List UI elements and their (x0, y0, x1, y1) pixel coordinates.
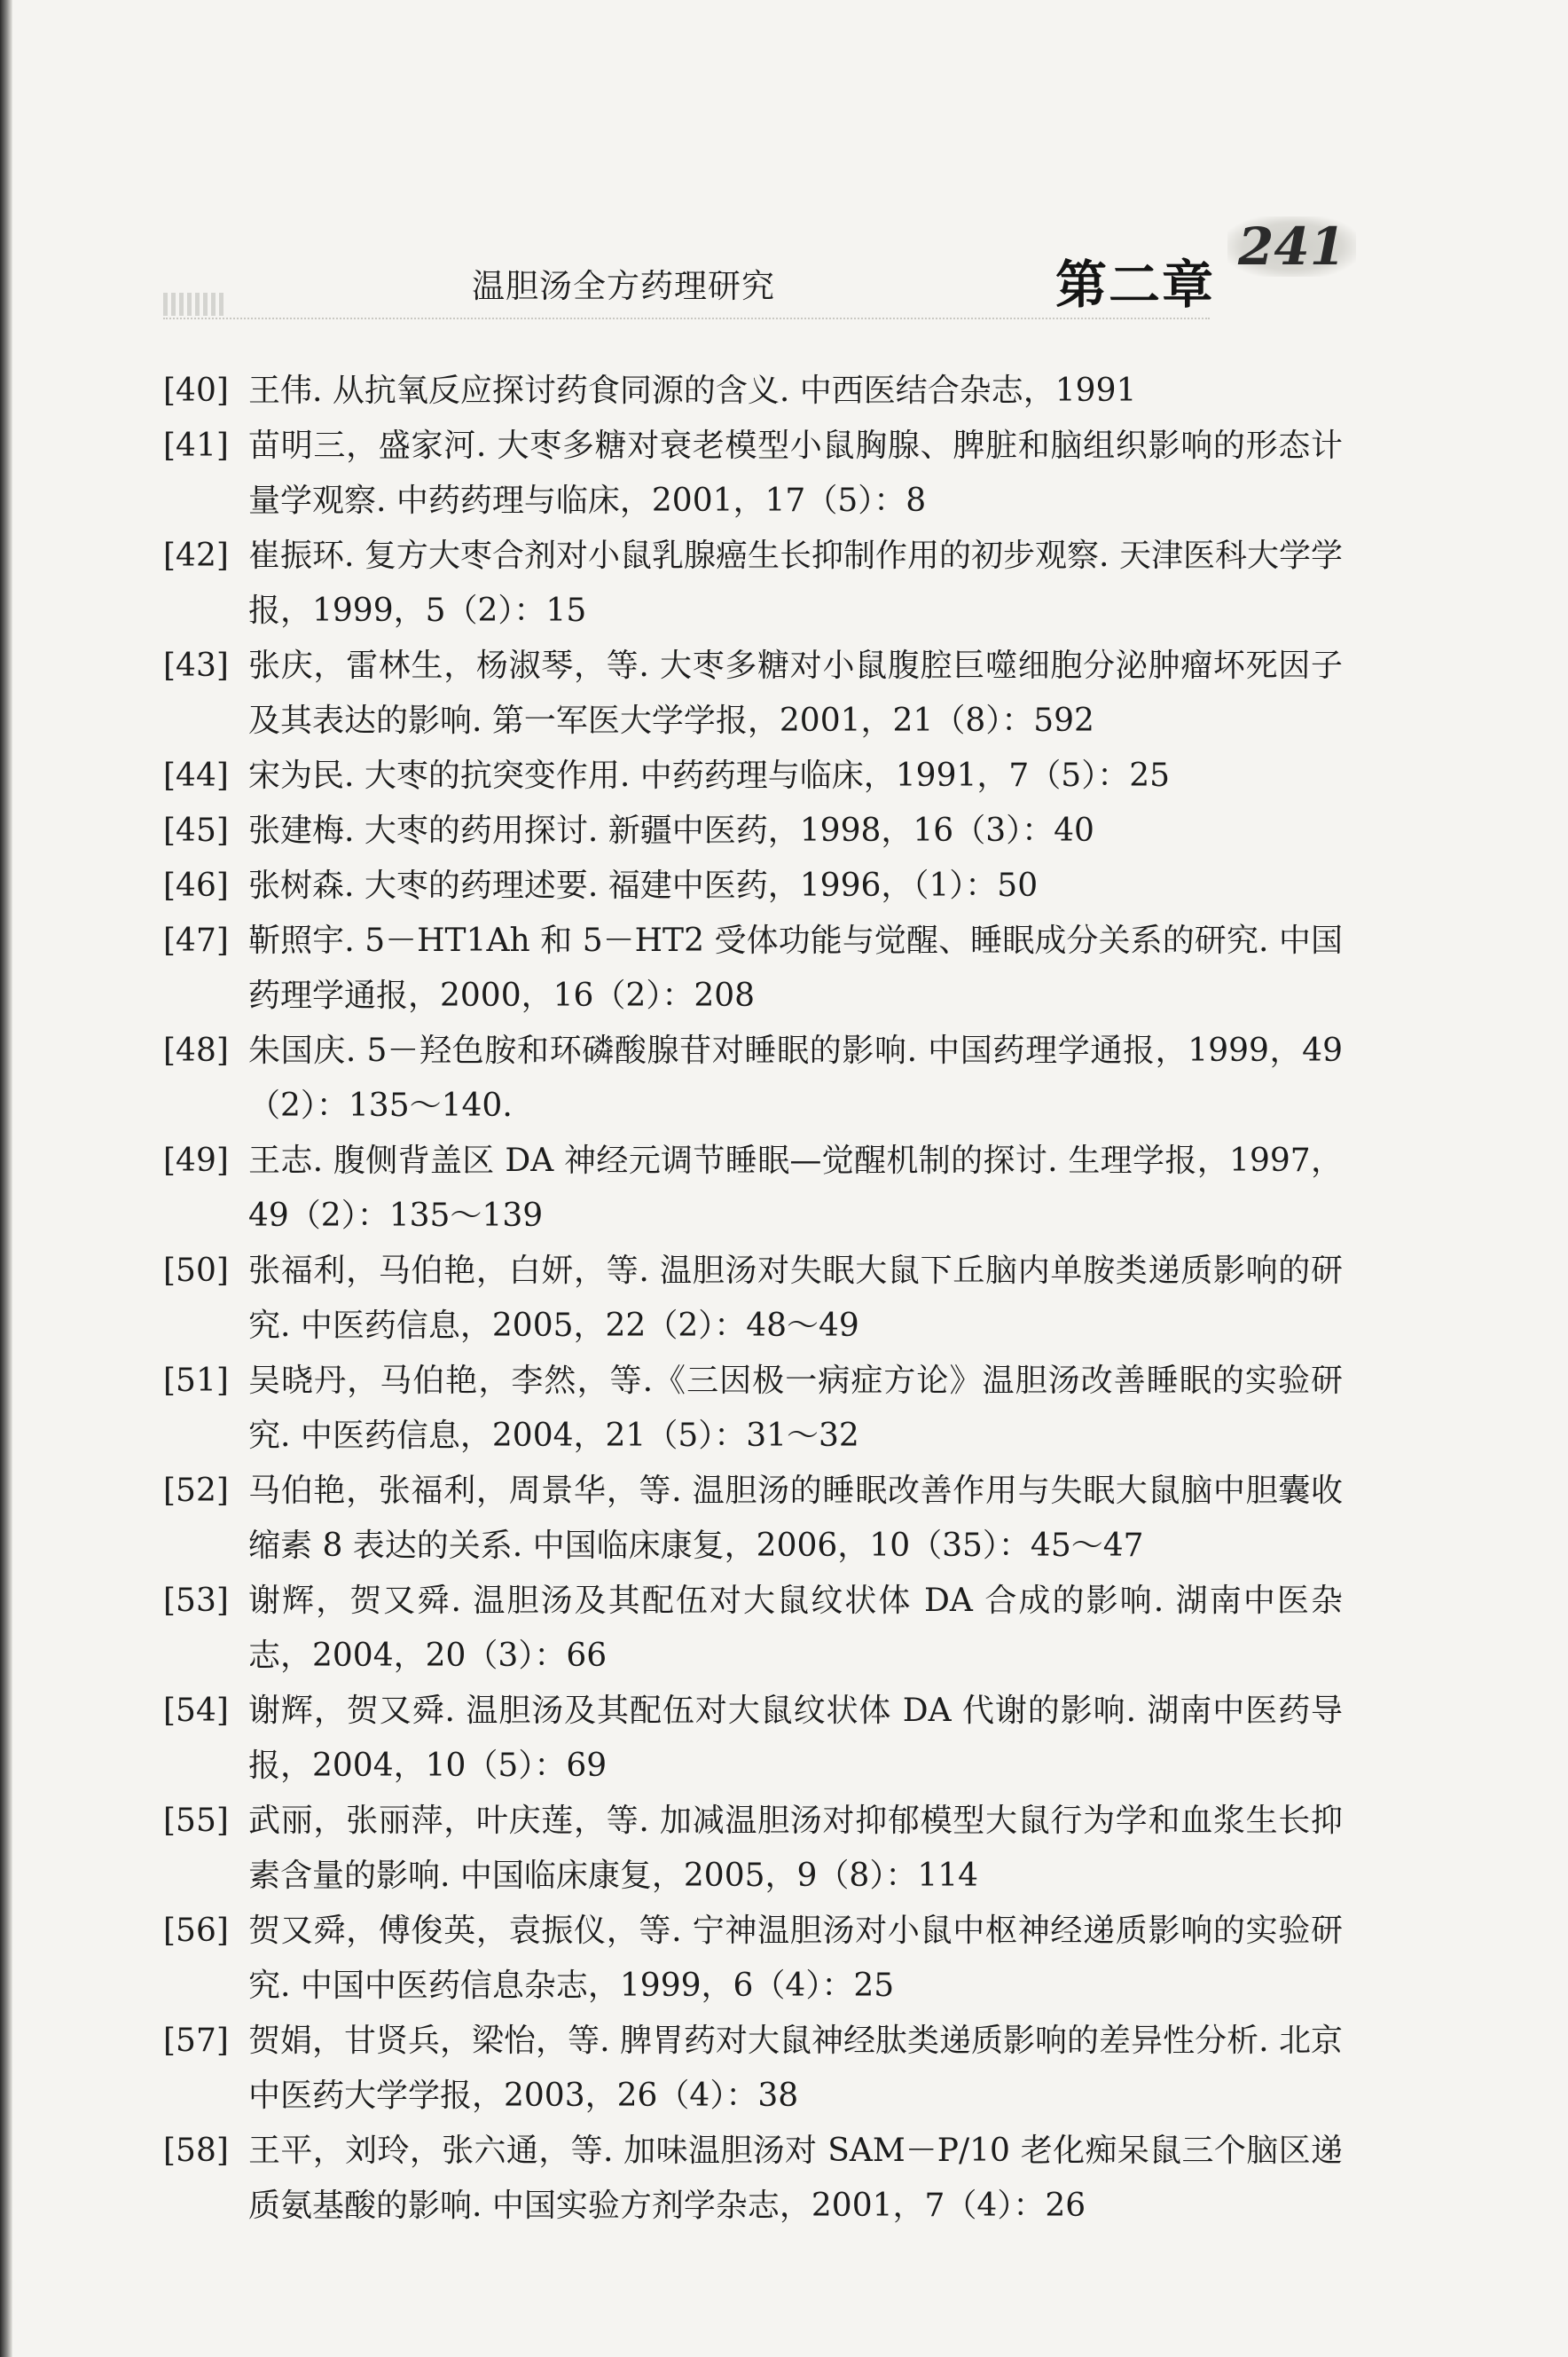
reference-number: [57] (163, 2023, 229, 2059)
page-binding-edge (0, 0, 12, 2357)
reference-text: 谢辉，贺又舜. 温胆汤及其配伍对大鼠纹状体 DA 代谢的影响. 湖南中医药导报，2004，10（5）：69 (248, 1693, 1343, 1784)
page-header (0, 213, 1568, 319)
reference-text: 靳照宇. 5－HT1Ah 和 5－HT2 受体功能与觉醒、睡眠成分关系的研究. 中国药理学通报，2000，16（2）：208 (248, 923, 1343, 1014)
reference-item-48 (163, 1024, 1343, 1134)
reference-text: 张庆，雷林生，杨淑琴，等. 大枣多糖对小鼠腹腔巨噬细胞分泌肿瘤坏死因子及其表达的影响. 第一军医大学学报，2001，21（8）：592 (248, 648, 1343, 739)
reference-item-55 (163, 1794, 1343, 1904)
reference-text: 苗明三，盛家河. 大枣多糖对衰老模型小鼠胸腺、脾脏和脑组织影响的形态计量学观察. 中药药理与临床，2001，17（5）：8 (248, 428, 1343, 519)
reference-text: 武丽，张丽萍，叶庆莲，等. 加减温胆汤对抑郁模型大鼠行为学和血浆生长抑素含量的影响. 中国临床康复，2005，9（8）：114 (248, 1803, 1343, 1894)
reference-number: [47] (163, 923, 229, 959)
reference-number: [43] (163, 648, 229, 684)
reference-text: 谢辉，贺又舜. 温胆汤及其配伍对大鼠纹状体 DA 合成的影响. 湖南中医杂志，2004，20（3）：66 (248, 1583, 1343, 1674)
reference-text: 王平，刘玲，张六通，等. 加味温胆汤对 SAM－P/10 老化痴呆鼠三个脑区递质氨基酸的影响. 中国实验方剂学杂志，2001，7（4）：26 (248, 2133, 1343, 2224)
reference-item-42 (163, 529, 1343, 639)
reference-number: [51] (163, 1363, 229, 1399)
reference-number: [53] (163, 1583, 229, 1619)
reference-item-46 (163, 859, 1343, 914)
reference-number: [58] (163, 2133, 229, 2169)
header-divider (163, 318, 1210, 319)
reference-item-50 (163, 1244, 1343, 1354)
reference-item-56 (163, 1904, 1343, 2014)
reference-number: [55] (163, 1803, 229, 1839)
running-title: 温胆汤全方药理研究 (472, 267, 775, 305)
reference-item-54 (163, 1684, 1343, 1794)
reference-item-52 (163, 1464, 1343, 1574)
reference-item-44 (163, 749, 1343, 804)
reference-number: [50] (163, 1253, 229, 1289)
reference-number: [48] (163, 1033, 229, 1069)
reference-number: [46] (163, 868, 229, 904)
reference-text: 崔振环. 复方大枣合剂对小鼠乳腺癌生长抑制作用的初步观察. 天津医科大学学报，1999，5（2）：15 (248, 538, 1343, 629)
page-number: 241 (1227, 216, 1356, 277)
reference-text: 朱国庆. 5－羟色胺和环磷酸腺苷对睡眠的影响. 中国药理学通报，1999，49（2）：135～140. (248, 1033, 1343, 1124)
reference-text: 贺又舜，傅俊英，袁振仪，等. 宁神温胆汤对小鼠中枢神经递质影响的实验研究. 中国中医药信息杂志，1999，6（4）：25 (248, 1913, 1343, 2004)
reference-item-53 (163, 1574, 1343, 1684)
reference-item-41 (163, 419, 1343, 529)
reference-item-43 (163, 639, 1343, 749)
chapter-label: 第二章 (1055, 255, 1216, 315)
reference-text: 马伯艳，张福利，周景华，等. 温胆汤的睡眠改善作用与失眠大鼠脑中胆囊收缩素 8 表达的关系. 中国临床康复，2006，10（35）：45～47 (248, 1473, 1343, 1564)
reference-list (163, 364, 1343, 2234)
reference-text: 吴晓丹，马伯艳，李然，等.《三因极一病症方论》温胆汤改善睡眠的实验研究. 中医药信息，2004，21（5）：31～32 (248, 1363, 1343, 1454)
reference-number: [42] (163, 538, 229, 574)
reference-number: [54] (163, 1693, 229, 1729)
reference-number: [45] (163, 813, 229, 849)
reference-item-51 (163, 1354, 1343, 1464)
reference-text: 王志. 腹侧背盖区 DA 神经元调节睡眠—觉醒机制的探讨. 生理学报，1997，49（2）：135～139 (248, 1143, 1343, 1234)
reference-text: 宋为民. 大枣的抗突变作用. 中药药理与临床，1991，7（5）：25 (248, 758, 1171, 794)
reference-item-49 (163, 1134, 1343, 1244)
printer-mark (163, 293, 227, 316)
reference-text: 张福利，马伯艳，白妍，等. 温胆汤对失眠大鼠下丘脑内单胺类递质影响的研究. 中医药信息，2005，22（2）：48～49 (248, 1253, 1343, 1344)
reference-number: [56] (163, 1913, 229, 1949)
reference-text: 张建梅. 大枣的药用探讨. 新疆中医药，1998，16（3）：40 (248, 813, 1094, 849)
reference-item-58 (163, 2124, 1343, 2234)
reference-text: 王伟. 从抗氧反应探讨药食同源的含义. 中西医结合杂志，1991 (248, 373, 1137, 409)
reference-number: [44] (163, 758, 229, 794)
reference-number: [52] (163, 1473, 229, 1509)
reference-number: [41] (163, 428, 229, 464)
reference-text: 张树森. 大枣的药理述要. 福建中医药，1996，（1）：50 (248, 868, 1039, 904)
reference-item-47 (163, 914, 1343, 1024)
reference-item-45 (163, 804, 1343, 859)
reference-item-57 (163, 2014, 1343, 2124)
reference-item-40 (163, 364, 1343, 419)
reference-number: [40] (163, 373, 229, 409)
reference-number: [49] (163, 1143, 229, 1179)
reference-text: 贺娟，甘贤兵，梁怡，等. 脾胃药对大鼠神经肽类递质影响的差异性分析. 北京中医药大学学报，2003，26（4）：38 (248, 2023, 1343, 2114)
